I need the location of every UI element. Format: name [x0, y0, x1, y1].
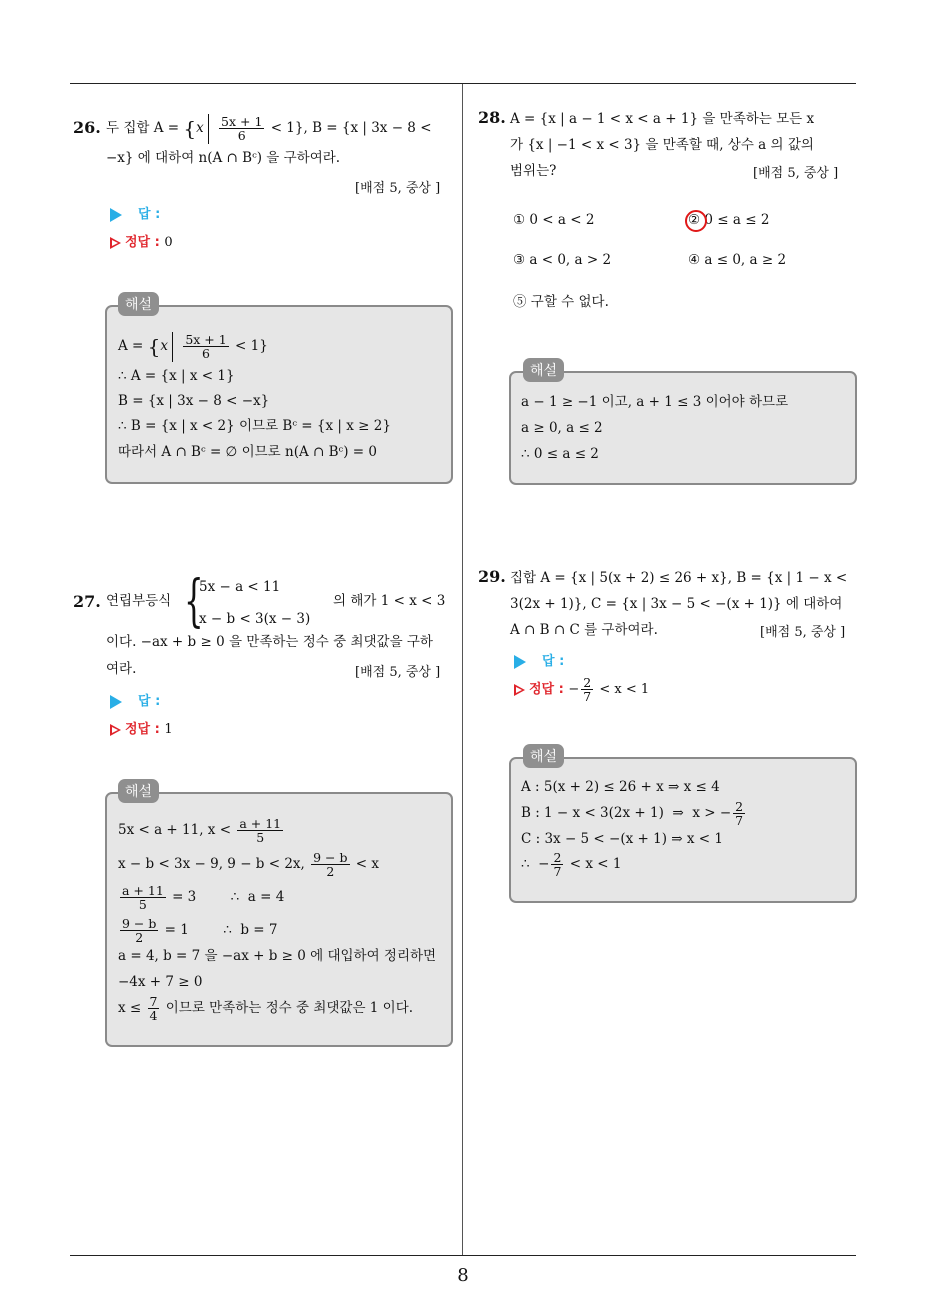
- bottom-rule: [70, 1255, 856, 1256]
- system-eq-1: 5x − a < 11: [199, 579, 281, 595]
- fraction-denominator: 7: [583, 689, 592, 704]
- fraction-numerator: 7: [149, 993, 158, 1009]
- brace-open: {: [147, 334, 161, 359]
- correct-value-part: < x < 1: [599, 682, 650, 697]
- choice-4[interactable]: ④ a ≤ 0, a ≥ 2: [688, 252, 787, 268]
- choice-3[interactable]: ③ a < 0, a > 2: [513, 252, 612, 268]
- question-text-line3: A ∩ B ∩ C 를 구하여라.: [510, 622, 658, 638]
- solution-line: A : 5(x + 2) ≤ 26 + x ⇒ x ≤ 4: [521, 779, 720, 795]
- solution-line: C : 3x − 5 < −(x + 1) ⇒ x < 1: [521, 831, 723, 847]
- outline-triangle-icon: [110, 724, 121, 736]
- solution-line: −4x + 7 ≥ 0: [118, 974, 203, 990]
- fraction: [237, 817, 283, 844]
- solution-line: [118, 846, 379, 882]
- correct-value-part: −: [568, 682, 580, 697]
- fraction-denominator: 4: [149, 1008, 158, 1023]
- fraction-denominator: 6: [237, 128, 246, 143]
- fraction-denominator: 7: [735, 813, 744, 828]
- question-text: A = {x | a − 1 < x < a + 1} 을 만족하는 모든 x: [510, 111, 815, 127]
- fraction-numerator: 2: [735, 798, 744, 814]
- choice-1[interactable]: ① 0 < a < 2: [513, 212, 595, 228]
- answer-line: [110, 203, 160, 222]
- solution-line: 따라서 A ∩ Bᶜ = ∅ 이므로 n(A ∩ Bᶜ) = 0: [118, 444, 377, 460]
- question-label: 연립부등식: [106, 593, 172, 609]
- question-number: 27.: [73, 592, 101, 611]
- score-meta: [배점 5, 중상 ]: [753, 166, 839, 181]
- solution-text: < x: [355, 856, 380, 872]
- fraction: [148, 995, 160, 1022]
- solution-line: B = {x | 3x − 8 < −x}: [118, 393, 270, 409]
- fraction-denominator: 6: [202, 346, 210, 361]
- correct-label: 정답 :: [529, 682, 564, 697]
- question-text: 두 집합 A = {x $\frac{5x + 1}{6}$ < 1}, B = {x | 3x − 8 <: [106, 113, 432, 143]
- system-brace: {: [184, 569, 204, 634]
- solution-text: < 1}: [235, 338, 268, 354]
- score-meta: [배점 5, 중상 ]: [760, 625, 846, 640]
- question-text-part: < 1}, B = {x | 3x − 8 <: [270, 120, 432, 136]
- answer-label: 답 :: [138, 694, 161, 709]
- solution-line: [118, 989, 413, 1027]
- solution-line: [118, 879, 284, 915]
- fraction-numerator: a + 11: [239, 815, 282, 831]
- answer-label: 답 :: [542, 654, 565, 669]
- correct-label: 정답 :: [125, 235, 160, 250]
- fraction: [733, 800, 745, 827]
- solution-tag: 해설: [118, 292, 159, 316]
- question-text: 의 해가 1 < x < 3: [333, 593, 446, 609]
- fraction-numerator: 2: [583, 674, 592, 690]
- solution-line: a = 4, b = 7 을 −ax + b ≥ 0 에 대입하여 정리하면: [118, 948, 437, 964]
- answer-line: [110, 690, 160, 709]
- solution-line: [118, 812, 285, 848]
- question-number: 29.: [478, 567, 506, 586]
- fraction: [120, 884, 166, 911]
- question-text-line3: 여라.: [106, 661, 137, 677]
- correct-answer-line: [110, 231, 173, 250]
- correct-value: 0: [164, 235, 173, 250]
- solution-text: B : 1 − x < 3(2x + 1) ⇒ x > −: [521, 805, 732, 821]
- fraction-denominator: 5: [256, 830, 265, 845]
- selected-mark-circle: [685, 210, 707, 232]
- solution-line: ∴ 0 ≤ a ≤ 2: [521, 446, 599, 462]
- column-divider: [462, 84, 463, 1256]
- score-meta: [배점 5, 중상 ]: [355, 665, 441, 680]
- solution-line: ∴ B = {x | x < 2} 이므로 Bᶜ = {x | x ≥ 2}: [118, 418, 391, 434]
- fraction: [183, 333, 228, 360]
- fraction-numerator: 9 − b: [122, 915, 157, 931]
- fraction-denominator: 5: [138, 897, 147, 912]
- solution-line: ∴ A = {x | x < 1}: [118, 368, 235, 384]
- choice-2[interactable]: ② 0 ≤ a ≤ 2: [688, 212, 770, 228]
- solution-line: [118, 912, 278, 948]
- fraction: [311, 851, 349, 878]
- correct-label: 정답 :: [125, 722, 160, 737]
- solution-line: [521, 846, 621, 882]
- fraction-numerator: 9 − b: [313, 849, 348, 865]
- brace-open: {: [183, 116, 197, 141]
- solution-line: [521, 795, 747, 831]
- score-meta: [배점 5, 중상 ]: [355, 181, 441, 196]
- solution-text: = 1 ∴ b = 7: [164, 922, 278, 938]
- fraction: [581, 676, 593, 703]
- question-text: 집합 A = {x | 5(x + 2) ≤ 26 + x}, B = {x | 1 − x <: [510, 570, 848, 586]
- question-number: 28.: [478, 108, 506, 127]
- correct-value: [568, 674, 650, 704]
- fraction-numerator: 2: [553, 849, 562, 865]
- page-number: 8: [457, 1265, 469, 1286]
- question-text-part: 두 집합 A =: [106, 120, 180, 136]
- solution-text: 5x < a + 11, x <: [118, 822, 232, 838]
- solution-text: x − b < 3x − 9, 9 − b < 2x,: [118, 856, 305, 872]
- play-icon: [110, 208, 122, 222]
- solution-tag: 해설: [523, 358, 564, 382]
- correct-value: 1: [164, 722, 173, 737]
- question-text-line3: 범위는?: [510, 163, 557, 179]
- fraction: [219, 115, 264, 142]
- solution-text: A =: [118, 338, 144, 354]
- solution-text: x ≤: [118, 1000, 142, 1016]
- outline-triangle-icon: [514, 684, 525, 696]
- fraction-denominator: 2: [326, 864, 335, 879]
- fraction-denominator: 2: [135, 930, 144, 945]
- solution-line: a − 1 ≥ −1 이고, a + 1 ≤ 3 이어야 하므로: [521, 394, 789, 410]
- set-bar: [208, 114, 209, 144]
- fraction-numerator: a + 11: [122, 882, 164, 898]
- question-text-line2: 3(2x + 1)}, C = {x | 3x − 5 < −(x + 1)} 에 대하여: [510, 596, 843, 612]
- outline-triangle-icon: [110, 237, 121, 249]
- question-text-line2: 가 {x | −1 < x < 3} 을 만족할 때, 상수 a 의 값의: [510, 137, 814, 153]
- question-number: 26.: [73, 118, 101, 137]
- fraction-denominator: 7: [553, 864, 562, 879]
- solution-text: 이므로 만족하는 정수 중 최댓값은 1 이다.: [165, 1000, 414, 1016]
- play-icon: [110, 695, 122, 709]
- correct-answer-line: [514, 673, 649, 707]
- system-eq-2: x − b < 3(x − 3): [199, 611, 311, 627]
- solution-text: ∴ −: [521, 856, 550, 872]
- solution-tag: 해설: [118, 779, 159, 803]
- fraction: [120, 917, 158, 944]
- solution-line: a ≥ 0, a ≤ 2: [521, 420, 603, 436]
- fraction-numerator: 5x + 1: [185, 331, 227, 347]
- fraction: [551, 851, 563, 878]
- solution-text: = 3 ∴ a = 4: [172, 889, 285, 905]
- answer-label: 답 :: [138, 207, 161, 222]
- fraction-numerator: 5x + 1: [221, 113, 263, 129]
- question-text-line2: −x} 에 대하여 n(A ∩ Bᶜ) 을 구하여라.: [106, 150, 341, 166]
- set-bar: [172, 332, 173, 362]
- play-icon: [514, 655, 526, 669]
- choice-5[interactable]: ⑤ 구할 수 없다.: [513, 294, 609, 310]
- correct-answer-line: [110, 718, 173, 737]
- solution-tag: 해설: [523, 744, 564, 768]
- solution-text: < x < 1: [569, 856, 622, 872]
- top-rule: [70, 83, 856, 84]
- answer-line: [514, 650, 564, 669]
- solution-line: A = {x $\frac{5x + 1}{6}$ < 1}: [118, 331, 268, 361]
- question-text-line2: 이다. −ax + b ≥ 0 을 만족하는 정수 중 최댓값을 구하: [106, 634, 433, 650]
